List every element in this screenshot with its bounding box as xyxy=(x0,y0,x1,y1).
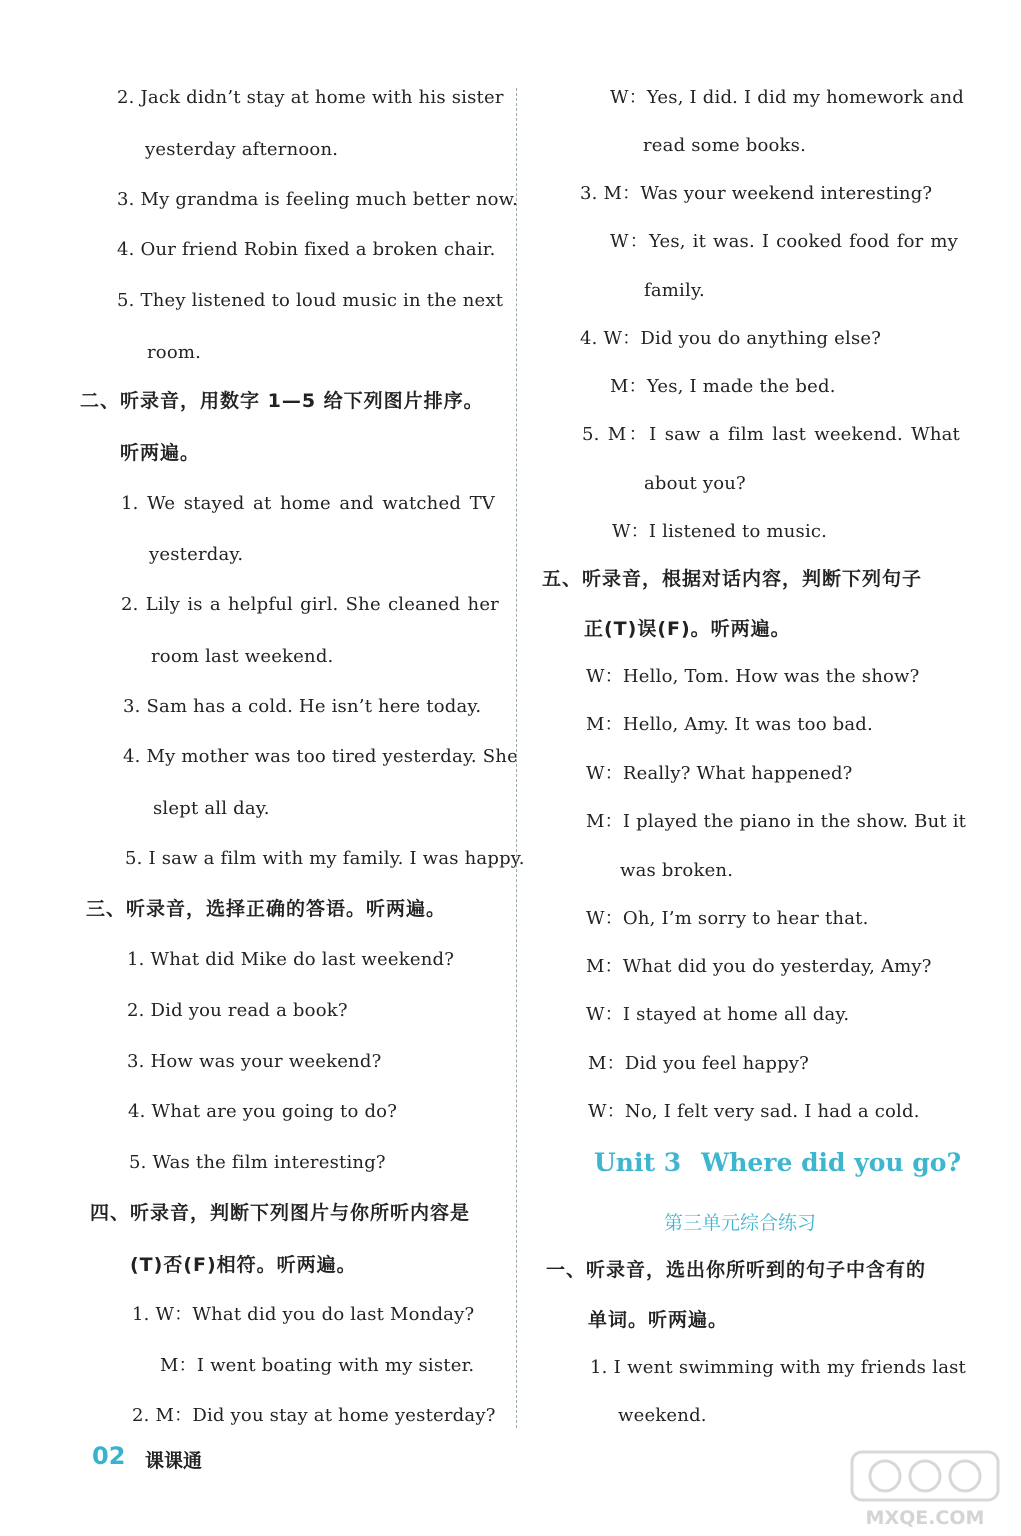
brand-name: 课课通 xyxy=(145,1450,203,1472)
text-line: yesterday afternoon. xyxy=(145,139,339,160)
text-line: 5. Was the film interesting? xyxy=(129,1152,386,1173)
watermark-text: MXQE.COM xyxy=(865,1507,985,1529)
text-line: 4. Our friend Robin fixed a broken chair. xyxy=(117,239,496,260)
section-heading-3: 三、听录音，选择正确的答语。听两遍。 xyxy=(86,898,447,920)
text-line: 3. My grandma is feeling much better now. xyxy=(117,189,519,210)
text-line: 4. What are you going to do? xyxy=(128,1101,398,1122)
text-line: M：Did you feel happy? xyxy=(588,1053,810,1074)
watermark-logo-icon xyxy=(840,1446,1010,1530)
text-line: M：What did you do yesterday, Amy? xyxy=(586,956,932,977)
section-heading-5: 五、听录音，根据对话内容，判断下列句子 xyxy=(542,568,923,590)
page-number: 02 xyxy=(92,1442,126,1470)
text-line: 5. M：I saw a film last weekend. What xyxy=(582,424,960,445)
text-line: slept all day. xyxy=(153,798,270,819)
text-line: 4. W：Did you do anything else? xyxy=(580,328,882,349)
text-line: 5. I saw a film with my family. I was happy. xyxy=(125,848,525,869)
text-line: W：No, I felt very sad. I had a cold. xyxy=(588,1101,920,1122)
text-line: 3. M：Was your weekend interesting? xyxy=(580,183,933,204)
text-line: 4. My mother was too tired yesterday. She xyxy=(123,746,518,767)
text-line: 5. They listened to loud music in the next xyxy=(117,290,504,311)
text-line: 2. M：Did you stay at home yesterday? xyxy=(132,1405,496,1426)
section-heading-2-cont: 听两遍。 xyxy=(120,442,201,464)
text-line: read some books. xyxy=(643,135,807,156)
text-line: 2. Did you read a book? xyxy=(127,1000,348,1021)
text-line: W：Yes, it was. I cooked food for my xyxy=(610,231,958,252)
text-line: M：I played the piano in the show. But it xyxy=(586,811,967,832)
text-line: W：Really? What happened? xyxy=(586,763,853,784)
section-heading-5-cont: 正(T)误(F)。听两遍。 xyxy=(584,618,791,640)
text-line: M：Yes, I made the bed. xyxy=(610,376,836,397)
text-line: M：I went boating with my sister. xyxy=(160,1355,475,1376)
section-heading-1: 一、听录音，选出你所听到的句子中含有的 xyxy=(546,1259,927,1281)
text-line: 2. Lily is a helpful girl. She cleaned her xyxy=(121,594,499,615)
text-line: W：Hello, Tom. How was the show? xyxy=(586,666,920,687)
section-heading-4: 四、听录音，判断下列图片与你所听内容是 xyxy=(90,1202,471,1224)
section-heading-2: 二、听录音，用数字 1—5 给下列图片排序。 xyxy=(80,390,484,412)
text-line: W：Yes, I did. I did my homework and xyxy=(610,87,965,108)
text-line: W：I stayed at home all day. xyxy=(586,1004,850,1025)
unit-title: Unit 3 Where did you go? xyxy=(594,1148,962,1177)
text-line: 3. How was your weekend? xyxy=(127,1051,382,1072)
text-line: 1. I went swimming with my friends last xyxy=(590,1357,966,1378)
text-line: 3. Sam has a cold. He isn’t here today. xyxy=(123,696,482,717)
section-heading-4-cont: (T)否(F)相符。听两遍。 xyxy=(130,1254,357,1276)
text-line: 1. W：What did you do last Monday? xyxy=(132,1304,475,1325)
text-line: 2. Jack didn’t stay at home with his sister xyxy=(117,87,504,108)
text-line: W：I listened to music. xyxy=(612,521,828,542)
text-line: about you? xyxy=(644,473,746,494)
text-line: weekend. xyxy=(618,1405,707,1426)
text-line: yesterday. xyxy=(149,544,244,565)
text-line: family. xyxy=(644,280,705,301)
text-line: W：Oh, I’m sorry to hear that. xyxy=(586,908,869,929)
text-line: 1. What did Mike do last weekend? xyxy=(127,949,455,970)
column-divider xyxy=(516,88,517,1428)
section-heading-1-cont: 单词。听两遍。 xyxy=(588,1309,729,1331)
text-line: M：Hello, Amy. It was too bad. xyxy=(586,714,873,735)
text-line: room last weekend. xyxy=(151,646,334,667)
section-title: 第三单元综合练习 xyxy=(664,1212,817,1234)
text-line: room. xyxy=(147,342,202,363)
text-line: was broken. xyxy=(620,860,734,881)
text-line: 1. We stayed at home and watched TV xyxy=(121,493,495,514)
